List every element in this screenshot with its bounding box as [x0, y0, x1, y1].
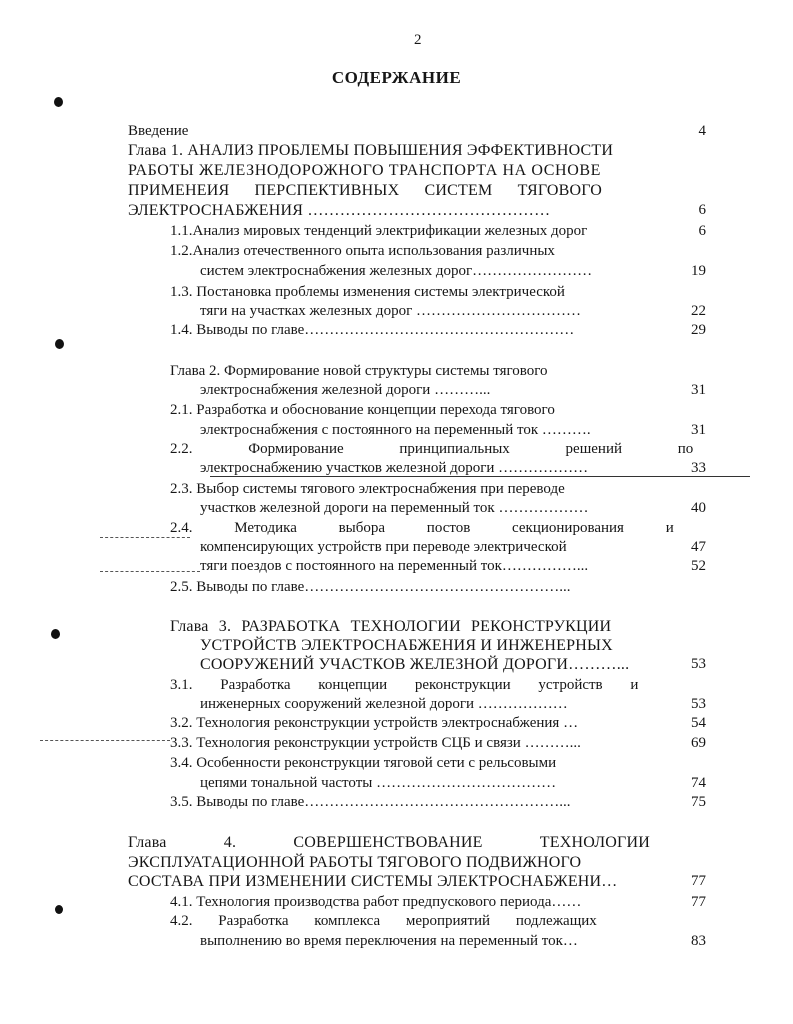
chapter-4-heading-line: Глава 4. СОВЕРШЕНСТВОВАНИЕ ТЕХНОЛОГИИ: [128, 834, 650, 851]
toc-section-3-2: 3.2. Технология реконструкции устройств электроснабжения …: [170, 715, 579, 731]
toc-section-2-3: участков железной дороги на переменный ток ………………: [200, 500, 589, 516]
toc-section-1-3: тяги на участках железных дорог ……………………………: [200, 303, 581, 319]
toc-section-1-2: систем электроснабжения железных дорог……………………: [200, 263, 593, 279]
chapter-1-heading-line: ЭЛЕКТРОСНАБЖЕНИЯ ………………………………………: [128, 202, 551, 219]
toc-page-number: 33: [691, 460, 706, 476]
toc-text: Глава 1. АНАЛИЗ ПРОБЛЕМЫ ПОВЫШЕНИЯ ЭФФЕКТИВНОСТИ: [128, 142, 614, 159]
chapter-2-heading-line: Глава 2. Формирование новой структуры системы тягового: [170, 363, 548, 379]
toc-section-2-4: тяги поездов с постоянного на переменный ток……………...: [200, 558, 589, 574]
toc-section-2-5: 2.5. Выводы по главе……………………………………………...: [170, 579, 571, 595]
toc-section-4-2: выполнению во время переключения на переменный ток…: [200, 933, 578, 949]
toc-page-number: 40: [691, 500, 706, 516]
chapter-1-heading-line: РАБОТЫ ЖЕЛЕЗНОДОРОЖНОГО ТРАНСПОРТА НА ОСНОВЕ: [128, 162, 602, 179]
toc-intro: Введение: [128, 123, 189, 139]
toc-section-3-5: 3.5. Выводы по главе……………………………………………...: [170, 794, 571, 810]
toc-page-number: 4: [698, 123, 706, 139]
toc-section-2-2: 2.2. Формирование принципиальных решений по: [170, 441, 694, 457]
toc-page-number: 75: [691, 794, 706, 810]
toc-section-2-1: 2.1. Разработка и обоснование концепции перехода тягового: [170, 402, 555, 418]
chapter-3-heading-line: СООРУЖЕНИЙ УЧАСТКОВ ЖЕЛЕЗНОЙ ДОРОГИ………...: [200, 656, 630, 673]
punch-hole-mark: [51, 629, 60, 639]
toc-page-number: 22: [691, 303, 706, 319]
toc-section-3-1: 3.1. Разработка концепции реконструкции устройств и: [170, 677, 639, 693]
toc-section-1-4: 1.4. Выводы по главе………………………………………………: [170, 322, 575, 338]
chapter-1-heading-line: ПРИМЕНЕИЯ ПЕРСПЕКТИВНЫХ СИСТЕМ ТЯГОВОГО: [128, 182, 603, 199]
chapter-1-heading-line: [128, 143, 665, 159]
toc-page-number: 77: [691, 894, 706, 910]
toc-page-number: 54: [691, 715, 706, 731]
punch-hole-mark: [55, 339, 64, 349]
toc-section-1-1: 1.1.Анализ мировых тенденций электрификации железных дорог: [170, 223, 588, 239]
punch-hole-mark: [54, 97, 63, 107]
page-title: СОДЕРЖАНИЕ: [331, 68, 462, 87]
scan-line: [210, 476, 750, 477]
toc-section-2-3: 2.3. Выбор системы тягового электроснабжения при переводе: [170, 481, 565, 497]
chapter-3-heading-line: Глава 3. РАЗРАБОТКА ТЕХНОЛОГИИ РЕКОНСТРУКЦИИ: [170, 618, 612, 635]
toc-page-number: 74: [691, 775, 706, 791]
toc-section-3-4: цепями тональной частоты ………………………………: [200, 775, 557, 791]
scan-line: [100, 571, 200, 572]
toc-section-2-2: электроснабжению участков железной дороги ………………: [200, 460, 589, 476]
chapter-4-heading-line: ЭКСПЛУАТАЦИОННОЙ РАБОТЫ ТЯГОВОГО ПОДВИЖНОГО: [128, 854, 582, 871]
page-number: 2: [414, 32, 422, 48]
toc-page-number: 47: [691, 539, 706, 555]
punch-hole-mark: [55, 905, 63, 914]
chapter-2-heading-line: электроснабжения железной дороги ………...: [200, 382, 491, 398]
toc-page-number: 29: [691, 322, 706, 338]
toc-page-number: 19: [691, 263, 706, 279]
toc-section-3-4: 3.4. Особенности реконструкции тяговой сети с рельсовыми: [170, 755, 557, 771]
toc-section-2-4: 2.4. Методика выбора постов секционирования и: [170, 520, 674, 536]
toc-page-number: 31: [691, 382, 706, 398]
toc-page-number: 69: [691, 735, 706, 751]
toc-section-1-3: 1.3. Постановка проблемы изменения системы электрической: [170, 284, 565, 300]
toc-section-2-1: электроснабжения с постоянного на переменный ток ……….: [200, 422, 591, 438]
toc-page-number: 31: [691, 422, 706, 438]
toc-section-3-3: 3.3. Технология реконструкции устройств СЦБ и связи ………...: [170, 735, 581, 751]
scan-line: [100, 537, 190, 538]
toc-section-2-4: компенсирующих устройств при переводе электрической: [200, 539, 567, 555]
scan-line: [40, 740, 170, 741]
chapter-4-heading-line: СОСТАВА ПРИ ИЗМЕНЕНИИ СИСТЕМЫ ЭЛЕКТРОСНАБЖЕНИ…: [128, 873, 618, 890]
toc-section-4-2: 4.2. Разработка комплекса мероприятий подлежащих: [170, 913, 597, 929]
toc-page-number: 83: [691, 933, 706, 949]
toc-page-number: 52: [691, 558, 706, 574]
toc-section-4-1: 4.1. Технология производства работ предпускового периода……: [170, 894, 582, 910]
toc-page-number: 53: [691, 656, 706, 672]
toc-page-number: 77: [691, 873, 706, 889]
toc-section-1-2: 1.2.Анализ отечественного опыта использования различных: [170, 243, 555, 259]
chapter-3-heading-line: УСТРОЙСТВ ЭЛЕКТРОСНАБЖЕНИЯ И ИНЖЕНЕРНЫХ: [200, 637, 613, 654]
toc-section-3-1: инженерных сооружений железной дороги ………………: [200, 696, 568, 712]
toc-page-number: 6: [698, 223, 706, 239]
toc-page-number: 6: [698, 202, 706, 218]
toc-page-number: 53: [691, 696, 706, 712]
